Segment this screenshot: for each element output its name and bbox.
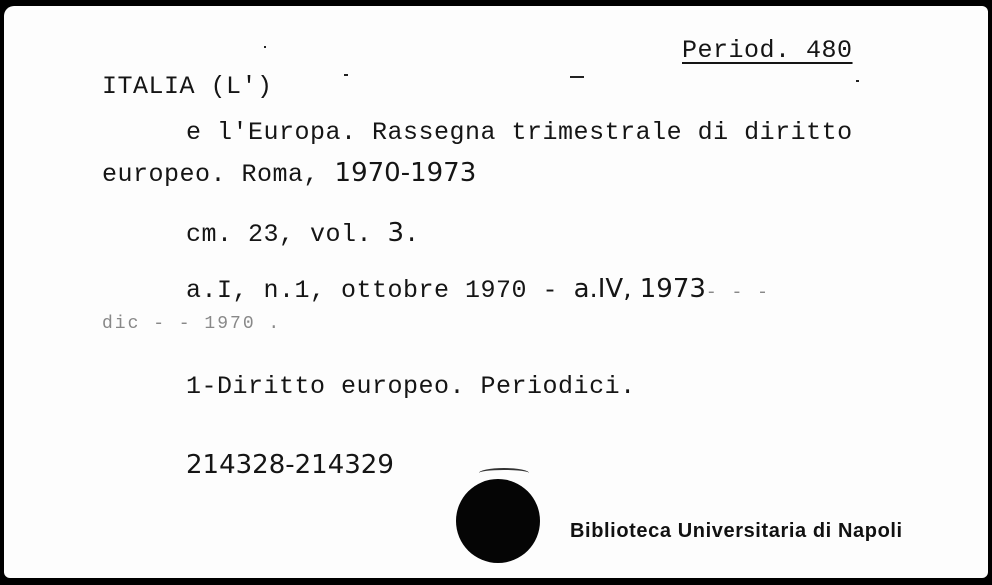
catalog-card xyxy=(4,6,988,578)
speck xyxy=(344,74,348,76)
physical-description xyxy=(186,218,420,249)
physical-typed: cm. 23, vol. xyxy=(186,220,388,249)
library-stamp-circle xyxy=(456,479,540,563)
catalog-heading: ITALIA (L') xyxy=(102,72,273,101)
title-line-2 xyxy=(102,158,476,189)
issues-typed: a.I, n.1, ottobre 1970 - xyxy=(186,276,574,305)
title-line-1: e l'Europa. Rassegna trimestrale di diritto xyxy=(186,118,853,147)
shelfmark: Period. 480 xyxy=(682,36,853,65)
stamp-arc xyxy=(479,468,529,478)
speck xyxy=(264,46,266,48)
faint-erased-line: dic - - 1970 . xyxy=(102,314,282,334)
publication-years-handwritten: 1970-1973 xyxy=(334,158,477,188)
library-name: Biblioteca Universitaria di Napoli xyxy=(570,520,903,542)
speck xyxy=(570,76,584,78)
issues-handwritten: a.IV, 1973 xyxy=(573,274,706,304)
volume-count-handwritten: 3 xyxy=(387,218,405,248)
inventory-numbers: 214328-214329 xyxy=(186,450,394,480)
title-line-2-typed: europeo. Roma, xyxy=(102,160,335,189)
issues-faint: - - - xyxy=(705,283,770,303)
subject-heading: 1-Diritto europeo. Periodici. xyxy=(186,372,636,401)
physical-end: . xyxy=(404,220,420,249)
issues-statement xyxy=(186,274,770,305)
speck xyxy=(856,80,859,82)
